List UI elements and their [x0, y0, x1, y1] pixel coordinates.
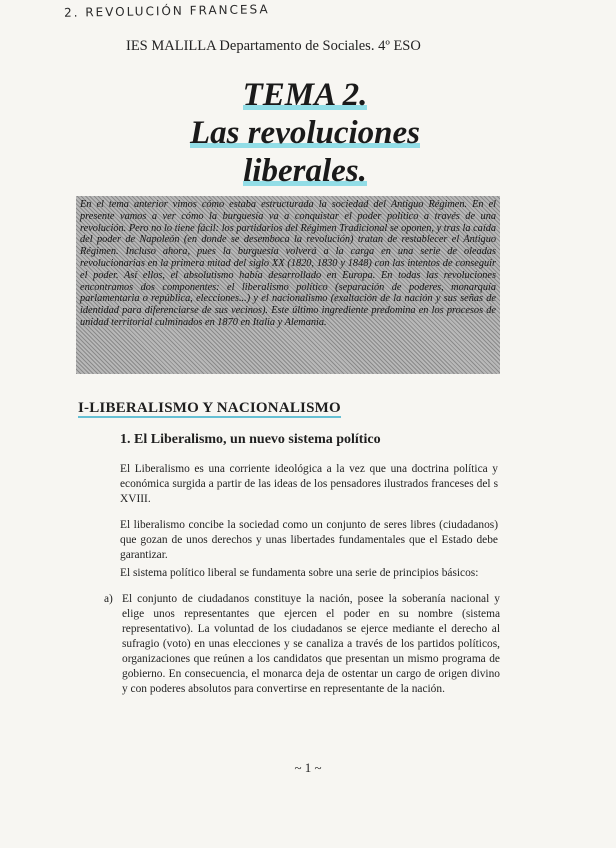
page-title	[150, 76, 460, 190]
section-heading-text: I-LIBERALISMO Y NACIONALISMO	[78, 400, 341, 416]
title-line-1: TEMA 2.	[242, 77, 368, 113]
list-item-text: El conjunto de ciudadanos constituye la nación, posee la soberanía nacional y elige unos representantes que ejercen el poder en su nombre (sistema representativo). La voluntad de los ciudadanos se ejerce mediante el derecho al sufragio (voto) en unas elecciones y se canaliza a través de los partidos políticos, organizaciones que reúnen a los candidatos que presentan un mismo programa de gobierno. En consecuencia, el monarca deja de ostentar un cargo de origen divino y con poderes absolutos para convertirse en representante de la nación.	[122, 593, 500, 695]
page-number: ~ 1 ~	[294, 760, 322, 775]
title-line-2: Las revoluciones	[189, 115, 421, 151]
list-item	[104, 592, 500, 697]
paragraph-principles: El sistema político liberal se fundamenta sobre una serie de principios básicos:	[120, 567, 479, 579]
subsection-heading: 1. El Liberalismo, un nuevo sistema político	[120, 432, 381, 447]
list-marker: a)	[104, 593, 113, 605]
title-line-3: liberales.	[243, 153, 367, 189]
section-heading	[78, 400, 341, 417]
intro-box: En el tema anterior vimos cómo estaba estructurada la sociedad del Antiguo Régimen. En el presente vamos a ver cómo la burguesía va a conquistar el poder político a través de una revolución. Pero no lo tiene fácil: los partidarios del Régimen Tradicional se oponen, y tras la caída del poder de Napoleón (en donde se desemboca la revolución) tratan de restablecer el Antiguo Régimen. Incluso ahora, pues la burguesía volverá a la carga en una serie de oleadas revolucionarias en la primera mitad del siglo XX (1820, 1830 y 1848) con las intentos de conseguir el poder. Así ellos, el absolutismo había desarrollado en Europa. En todas las revoluciones encontramos dos componentes: el liberalismo político (separación de poderes, monarquía parlamentaria o república, elecciones...) y el nacionalismo (exaltación de la nación y sus señas de identidad para diferenciarse de sus vecinos). Este último ingrediente predomina en los procesos de unidad territorial culminados en 1870 en Italia y Alemania.	[76, 196, 500, 374]
paragraph-definition: El Liberalismo es una corriente ideológica a la vez que una doctrina política y económica surgida a partir de las ideas de los pensadores ilustrados franceses del s XVIII.	[120, 463, 498, 505]
handwritten-note: 2. REVOLUCIÓN FRANCESA	[63, 2, 270, 20]
paragraph-society: El liberalismo concibe la sociedad como un conjunto de seres libres (ciudadanos) que gozan de unos derechos y unas libertades fundamentales que el Estado debe garantizar.	[120, 519, 498, 561]
department-header: IES MALILLA Departamento de Sociales. 4º ESO	[126, 38, 421, 54]
